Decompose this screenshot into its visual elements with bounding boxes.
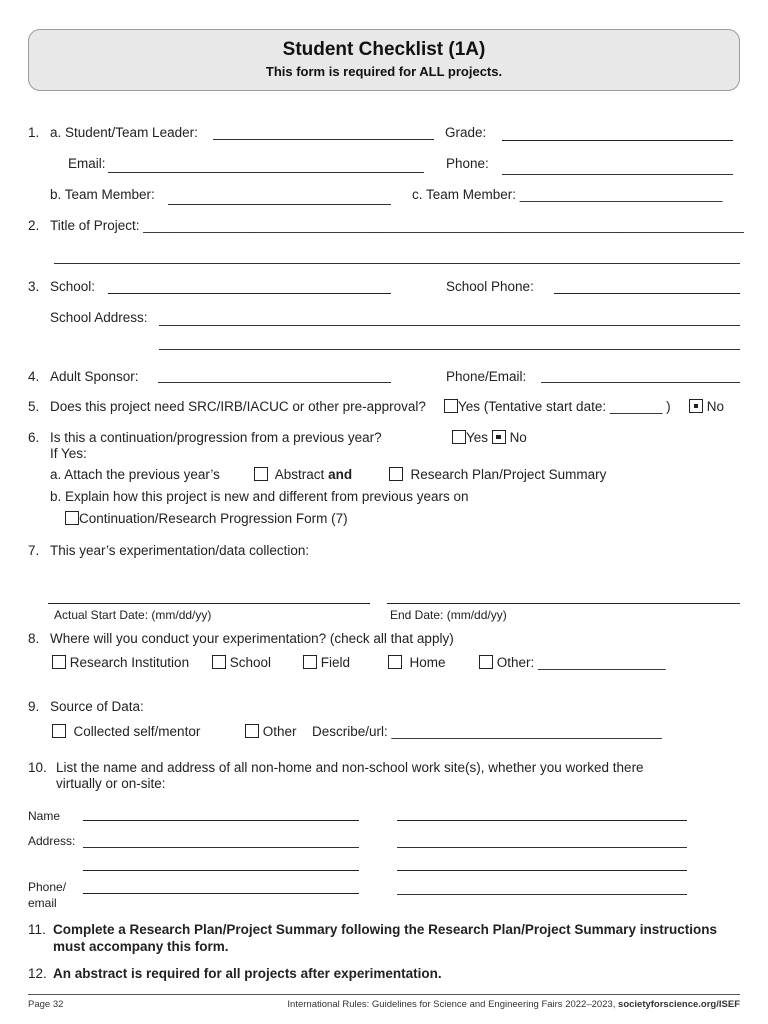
q5-yes-label: Yes (Tentative start date: _______ ) bbox=[458, 399, 671, 414]
option-other[interactable] bbox=[479, 655, 666, 670]
school-field[interactable] bbox=[108, 293, 391, 294]
phone-field[interactable] bbox=[502, 174, 733, 175]
footer-source bbox=[287, 999, 740, 1010]
continuation-checkbox[interactable] bbox=[65, 511, 79, 525]
q10-line1: List the name and address of all non-home and non-school work site(s), whether you worked there bbox=[56, 760, 644, 775]
worksite2-name-field[interactable] bbox=[397, 820, 687, 821]
other-source-option[interactable] bbox=[245, 724, 297, 739]
research-plan-label: Research Plan/Project Summary bbox=[410, 467, 607, 482]
q1-number: 1. bbox=[28, 125, 40, 140]
project-title-label[interactable]: Title of Project: ________________________________________________________________________________ bbox=[50, 218, 744, 233]
worksite2-phone-field[interactable] bbox=[397, 894, 687, 895]
phone-email-field[interactable] bbox=[541, 382, 740, 383]
adult-sponsor-field[interactable] bbox=[158, 382, 391, 383]
other-source-label: Other bbox=[262, 724, 297, 739]
q5-yes-checkbox[interactable] bbox=[444, 399, 458, 413]
school-phone-field[interactable] bbox=[554, 293, 740, 294]
worksite-phone-label-1: Phone/ bbox=[28, 880, 67, 894]
and-label: and bbox=[328, 467, 353, 482]
footer-divider bbox=[28, 994, 740, 995]
grade-label: Grade: bbox=[445, 125, 487, 140]
email-field[interactable] bbox=[108, 172, 424, 173]
q9-label: Source of Data: bbox=[50, 699, 144, 714]
home-option-label: Home bbox=[409, 655, 446, 670]
q10-number: 10. bbox=[28, 760, 47, 775]
phone-email-label: Phone/Email: bbox=[446, 369, 527, 384]
continuation-label: Continuation/Research Progression Form (7) bbox=[79, 511, 348, 526]
project-title-field-2[interactable] bbox=[54, 263, 740, 264]
q7-number: 7. bbox=[28, 543, 40, 558]
q6-yes-option[interactable] bbox=[452, 430, 527, 445]
q7-label: This year’s experimentation/data collection: bbox=[50, 543, 310, 558]
form-title: Student Checklist (1A) bbox=[282, 39, 486, 60]
q6-yes-label: Yes bbox=[466, 430, 489, 445]
q9-number: 9. bbox=[28, 699, 40, 714]
q6-no-checkbox[interactable] bbox=[492, 430, 506, 444]
research-institution-checkbox[interactable] bbox=[52, 655, 66, 669]
end-date-label: End Date: (mm/dd/yy) bbox=[390, 608, 507, 622]
q8-number: 8. bbox=[28, 631, 40, 646]
worksite1-address-field-2[interactable] bbox=[83, 870, 359, 871]
worksite2-address-field-1[interactable] bbox=[397, 847, 687, 848]
worksite1-phone-field[interactable] bbox=[83, 893, 359, 894]
phone-label: Phone: bbox=[446, 156, 489, 171]
q6-no-label: No bbox=[509, 430, 527, 445]
school-checkbox[interactable] bbox=[212, 655, 226, 669]
footer-site-link[interactable]: societyforscience.org/ISEF bbox=[618, 999, 740, 1010]
q6-abstract-option[interactable] bbox=[254, 467, 352, 482]
school-address-field-1[interactable] bbox=[159, 325, 740, 326]
q5-no-label: No bbox=[706, 399, 725, 414]
q5-no-checkbox[interactable] bbox=[689, 399, 703, 413]
q6-yes-checkbox[interactable] bbox=[452, 430, 466, 444]
q6-research-plan-option[interactable] bbox=[389, 467, 606, 482]
q4-number: 4. bbox=[28, 369, 40, 384]
other-source-checkbox[interactable] bbox=[245, 724, 259, 738]
q5-no-option[interactable] bbox=[689, 399, 724, 414]
option-research-institution[interactable] bbox=[52, 655, 189, 670]
school-address-label: School Address: bbox=[50, 310, 148, 325]
field-checkbox[interactable] bbox=[303, 655, 317, 669]
grade-field[interactable] bbox=[502, 140, 733, 141]
email-label: Email: bbox=[68, 156, 106, 171]
q10-line2: virtually or on-site: bbox=[56, 776, 166, 791]
leader-label: a. Student/Team Leader: bbox=[50, 125, 198, 140]
worksite-address-label: Address: bbox=[28, 834, 76, 848]
q6-if-yes: If Yes: bbox=[50, 446, 87, 461]
q11-line2: must accompany this form. bbox=[53, 939, 229, 954]
option-home[interactable] bbox=[388, 655, 446, 670]
home-checkbox[interactable] bbox=[388, 655, 402, 669]
abstract-checkbox[interactable] bbox=[254, 467, 268, 481]
continuation-option[interactable] bbox=[65, 511, 348, 526]
other-checkbox[interactable] bbox=[479, 655, 493, 669]
q2-number: 2. bbox=[28, 218, 40, 233]
describe-url-label[interactable]: Describe/url: ____________________________________ bbox=[312, 724, 662, 739]
school-phone-label: School Phone: bbox=[446, 279, 534, 294]
worksite-name-label: Name bbox=[28, 809, 61, 823]
start-date-field[interactable] bbox=[48, 603, 370, 604]
adult-sponsor-label: Adult Sponsor: bbox=[50, 369, 139, 384]
research-plan-checkbox[interactable] bbox=[389, 467, 403, 481]
footer-source-text: International Rules: Guidelines for Science and Engineering Fairs 2022–2023, bbox=[287, 999, 616, 1010]
q12-text: An abstract is required for all projects after experimentation. bbox=[53, 966, 442, 981]
form-subtitle: This form is required for ALL projects. bbox=[265, 64, 503, 79]
worksite2-address-field-2[interactable] bbox=[397, 870, 687, 871]
team-member-b-field[interactable] bbox=[168, 204, 391, 205]
form-header bbox=[28, 29, 740, 91]
worksite1-address-field-1[interactable] bbox=[83, 847, 359, 848]
end-date-field[interactable] bbox=[387, 603, 740, 604]
q11-number: 11. bbox=[28, 922, 46, 937]
q6-b-label: b. Explain how this project is new and different from previous years on bbox=[50, 489, 469, 504]
field-option-label: Field bbox=[320, 655, 351, 670]
page-number: Page 32 bbox=[28, 999, 64, 1010]
option-school[interactable] bbox=[212, 655, 271, 670]
school-option-label: School bbox=[229, 655, 272, 670]
q5-number: 5. bbox=[28, 399, 40, 414]
other-option-label: Other: _________________ bbox=[496, 655, 666, 670]
worksite1-name-field[interactable] bbox=[83, 820, 359, 821]
abstract-label: Abstract bbox=[274, 467, 325, 482]
team-member-b-label: b. Team Member: bbox=[50, 187, 155, 202]
school-label: School: bbox=[50, 279, 96, 294]
leader-field[interactable] bbox=[213, 139, 434, 140]
team-member-c-label[interactable]: c. Team Member: ___________________________ bbox=[412, 187, 723, 202]
option-field[interactable] bbox=[303, 655, 350, 670]
collected-label: Collected self/mentor bbox=[73, 724, 201, 739]
research-institution-label: Research Institution bbox=[69, 655, 190, 670]
school-address-field-2[interactable] bbox=[159, 349, 740, 350]
worksite-phone-label-2: email bbox=[28, 896, 57, 910]
q8-question: Where will you conduct your experimentation? (check all that apply) bbox=[50, 631, 454, 646]
q6-question: Is this a continuation/progression from a previous year? bbox=[50, 430, 382, 445]
collected-checkbox[interactable] bbox=[52, 724, 66, 738]
q3-number: 3. bbox=[28, 279, 40, 294]
q12-number: 12. bbox=[28, 966, 47, 981]
q5-yes-option[interactable] bbox=[444, 399, 671, 414]
q6-a-label: a. Attach the previous year’s bbox=[50, 467, 220, 482]
q11-line1: Complete a Research Plan/Project Summary following the Research Plan/Project Summary instructions bbox=[53, 922, 717, 937]
start-date-label: Actual Start Date: (mm/dd/yy) bbox=[54, 608, 212, 622]
q5-question: Does this project need SRC/IRB/IACUC or other pre-approval? bbox=[50, 399, 426, 414]
collected-option[interactable] bbox=[52, 724, 200, 739]
q6-number: 6. bbox=[28, 430, 40, 445]
